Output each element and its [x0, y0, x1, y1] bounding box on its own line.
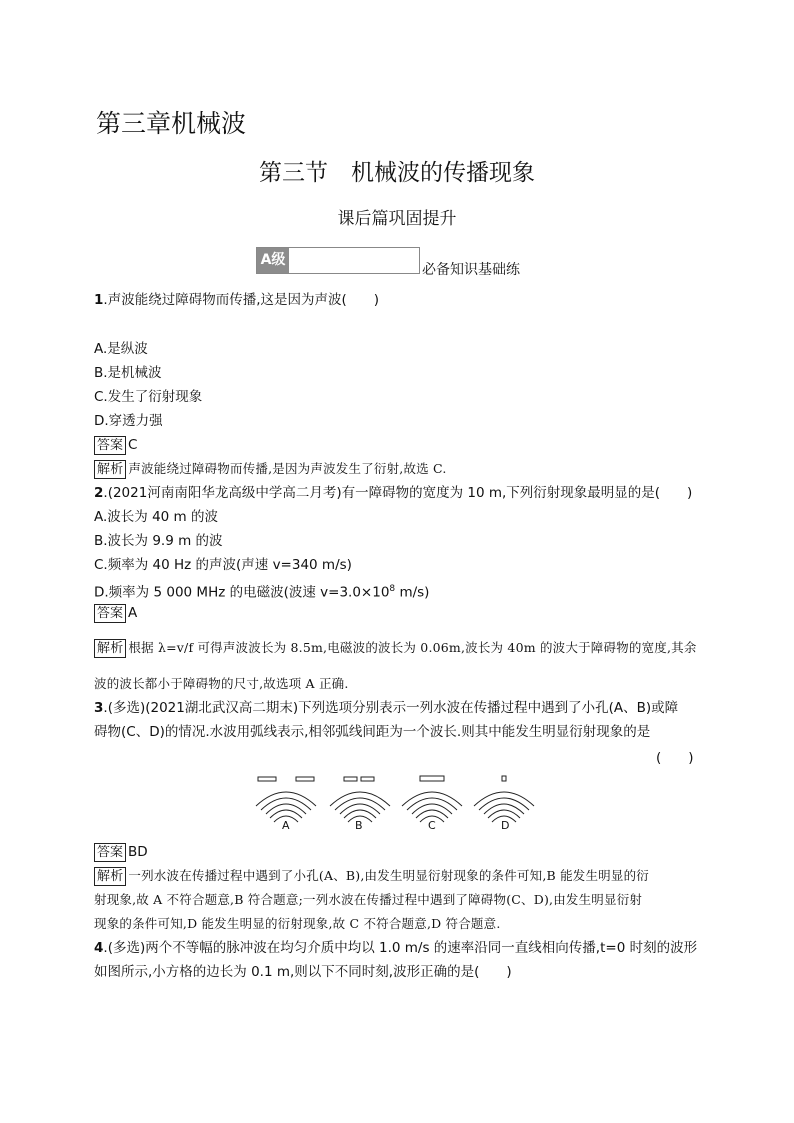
- figure-label-d: D: [501, 819, 510, 832]
- answer-tag: 答案: [94, 436, 126, 455]
- q2-stem: 2.(2021河南南阳华龙高级中学高二月考)有一障碍物的宽度为 10 m,下列衍射现象最明显的是( ): [94, 485, 693, 501]
- q3-paren: ( ): [656, 750, 694, 766]
- answer-tag: 答案: [94, 604, 126, 623]
- figure-label-b: B: [355, 819, 363, 832]
- q3-analysis-line3: 现象的条件可知,D 能发生明显的衍射现象,故 C 不符合题意,D 符合题意.: [94, 916, 501, 931]
- subtitle: 课后篇巩固提升: [337, 209, 457, 229]
- section-title: 第三节 机械波的传播现象: [259, 160, 535, 186]
- q2-option-d: D.频率为 5 000 MHz 的电磁波(波速 $v=3.0\times 10^8$ m/s): [94, 584, 430, 601]
- q1-option-a: A.是纵波: [94, 341, 148, 357]
- q2-option-b: B.波长为 9.9 m 的波: [94, 533, 223, 549]
- q4-stem-line2: 如图所示,小方格的边长为 0.1 m,则以下不同时刻,波形正确的是( ): [94, 964, 512, 980]
- q3-analysis-line1: 解析 一列水波在传播过程中遇到了小孔(A、B),由发生明显衍射现象的条件可知,B 能发生明显的衍: [94, 866, 649, 886]
- q3-stem-line1: 3.(多选)(2021湖北武汉高二期末)下列选项分别表示一列水波在传播过程中遇到了小孔(A、B)或障: [94, 700, 679, 716]
- figure-label-a: A: [282, 819, 290, 832]
- chapter-title: 第三章机械波: [96, 109, 247, 138]
- figure-label-c: C: [428, 819, 436, 832]
- level-text: 必备知识基础练: [422, 262, 520, 278]
- q2-analysis-line1: 解析 根据 λ=v/f 可得声波波长为 8.5m,电磁波的波长为 0.06m,波长为 40m 的波大于障碍物的宽度,其余: [94, 638, 697, 658]
- analysis-tag: 解析: [94, 460, 126, 479]
- q1-option-c: C.发生了衍射现象: [94, 389, 203, 405]
- q3-answer: 答案 BD: [94, 842, 148, 862]
- q1-option-d: D.穿透力强: [94, 413, 163, 429]
- answer-tag: 答案: [94, 843, 126, 862]
- q2-answer: 答案 A: [94, 603, 137, 623]
- analysis-tag: 解析: [94, 867, 126, 886]
- q4-stem-line1: 4.(多选)两个不等幅的脉冲波在均匀介质中均以 1.0 m/s 的速率沿同一直线相向传播,t=0 时刻的波形: [94, 940, 698, 956]
- analysis-tag: 解析: [94, 639, 126, 658]
- q3-stem-line2: 碍物(C、D)的情况.水波用弧线表示,相邻弧线间距为一个波长.则其中能发生明显衍射现象的是: [94, 724, 651, 740]
- q1-analysis: 解析 声波能绕过障碍物而传播,是因为声波发生了衍射,故选 C.: [94, 459, 447, 479]
- q1-answer: 答案 C: [94, 435, 137, 455]
- q2-analysis-line2: 波的波长都小于障碍物的尺寸,故选项 A 正确.: [94, 676, 349, 691]
- q2-option-a: A.波长为 40 m 的波: [94, 509, 218, 525]
- q3-analysis-line2: 射现象,故 A 不符合题意,B 符合题意;一列水波在传播过程中遇到了障碍物(C、D),由发生明显衍射: [94, 892, 643, 907]
- q1-stem: 1.声波能绕过障碍物而传播,这是因为声波( ): [94, 292, 380, 308]
- level-tag: A级: [257, 248, 289, 273]
- q2-option-c: C.频率为 40 Hz 的声波(声速 v=340 m/s): [94, 557, 352, 573]
- q1-option-b: B.是机械波: [94, 365, 162, 381]
